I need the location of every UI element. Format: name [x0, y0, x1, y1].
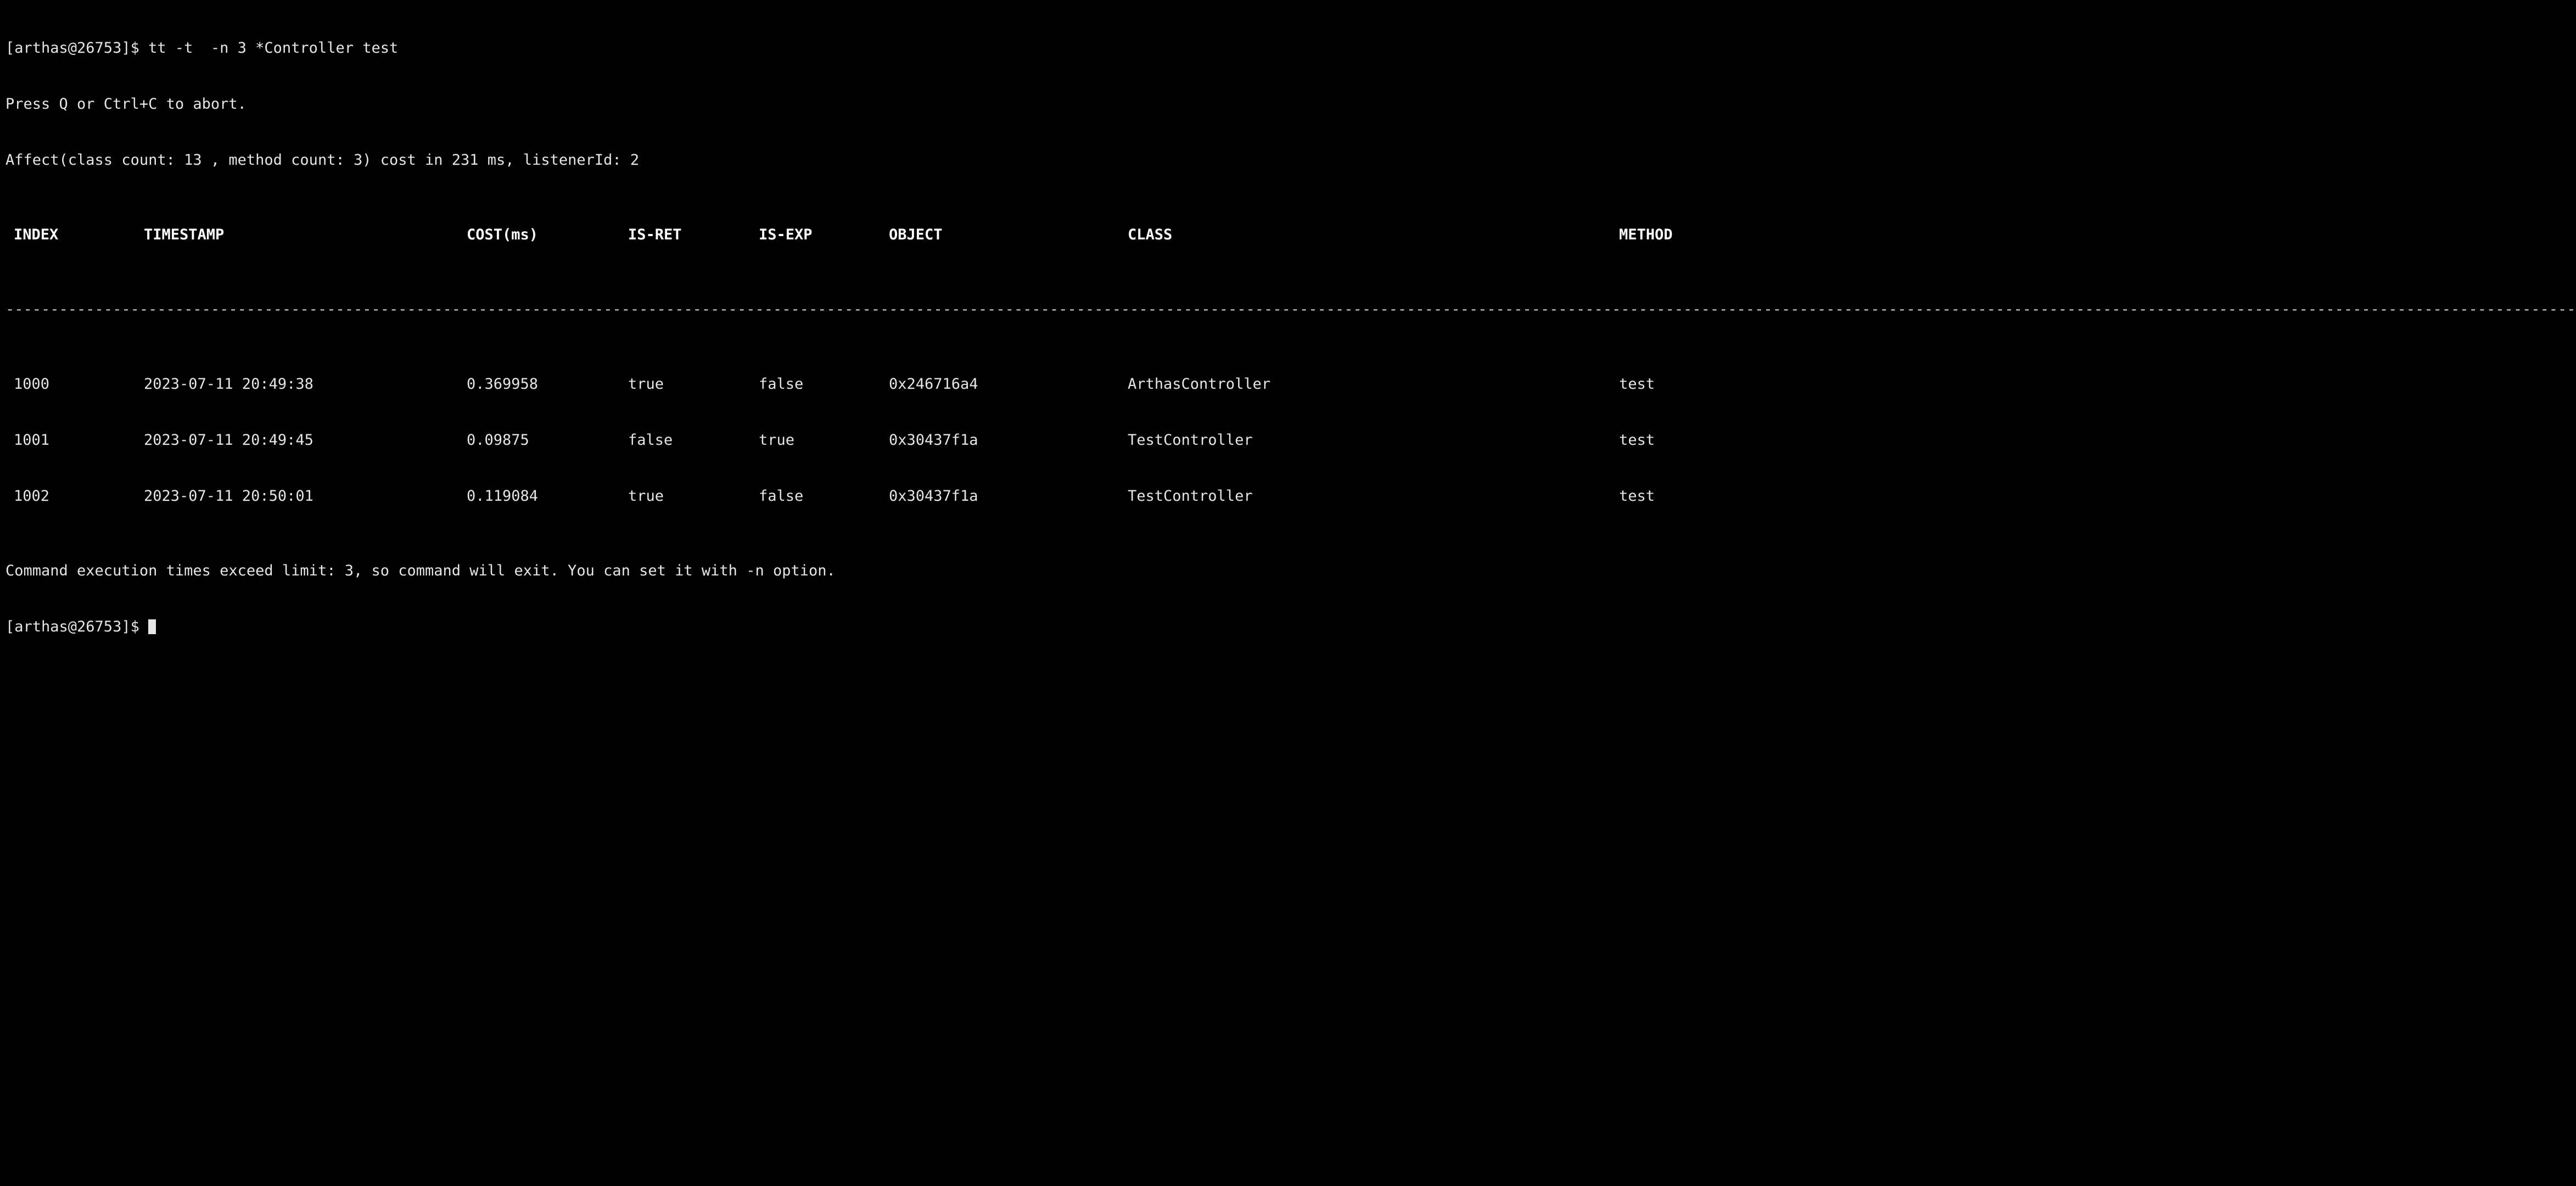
cell-is-exp: true: [759, 432, 795, 449]
table-separator: ------------------------------------------------------------------------------------------------------------------------------------------------------------------------------------------------------------------------------------------------------------------------------------------------: [5, 301, 2576, 318]
abort-hint: Press Q or Ctrl+C to abort.: [5, 96, 247, 113]
header-method: METHOD: [1619, 226, 1673, 243]
header-is-exp: IS-EXP: [759, 226, 813, 243]
prompt: [arthas@26753]$: [5, 618, 149, 635]
cell-cost: 0.09875: [467, 432, 529, 449]
cell-class: TestController: [1128, 432, 1253, 449]
table-header: [5, 226, 2108, 244]
cell-method: test: [1619, 432, 1655, 449]
cell-is-exp: false: [759, 376, 804, 393]
header-cost: COST(ms): [467, 226, 539, 243]
cell-is-ret: false: [628, 432, 673, 449]
cell-is-exp: false: [759, 488, 804, 505]
cell-method: test: [1619, 376, 1655, 393]
cell-timestamp: 2023-07-11 20:50:01: [144, 488, 313, 505]
header-class: CLASS: [1128, 226, 1173, 243]
table-row: [5, 375, 2108, 394]
cell-index: 1002: [14, 488, 50, 505]
text-cursor: [148, 619, 156, 634]
command-line: [arthas@26753]$ tt -t -n 3 *Controller test: [5, 40, 399, 57]
header-timestamp: TIMESTAMP: [144, 226, 225, 243]
cell-index: 1000: [14, 376, 50, 393]
cell-cost: 0.369958: [467, 376, 539, 393]
cell-timestamp: 2023-07-11 20:49:38: [144, 376, 313, 393]
exit-message: Command execution times exceed limit: 3, so command will exit. You can set it with -n option.: [5, 562, 836, 579]
cell-cost: 0.119084: [467, 488, 539, 505]
table-row: [5, 487, 2108, 506]
cell-object: 0x30437f1a: [889, 488, 978, 505]
header-index: INDEX: [14, 226, 59, 243]
cell-timestamp: 2023-07-11 20:49:45: [144, 432, 313, 449]
cell-object: 0x246716a4: [889, 376, 978, 393]
header-object: OBJECT: [889, 226, 943, 243]
cell-is-ret: true: [628, 376, 664, 393]
header-is-ret: IS-RET: [628, 226, 682, 243]
cell-is-ret: true: [628, 488, 664, 505]
cell-index: 1001: [14, 432, 50, 449]
table-row: [5, 431, 2108, 450]
prompt-line[interactable]: [5, 618, 2108, 636]
cell-class: TestController: [1128, 488, 1253, 505]
cell-class: ArthasController: [1128, 376, 1271, 393]
cell-method: test: [1619, 488, 1655, 505]
affect-summary: Affect(class count: 13 , method count: 3) cost in 231 ms, listenerId: 2: [5, 152, 640, 169]
cell-object: 0x30437f1a: [889, 432, 978, 449]
